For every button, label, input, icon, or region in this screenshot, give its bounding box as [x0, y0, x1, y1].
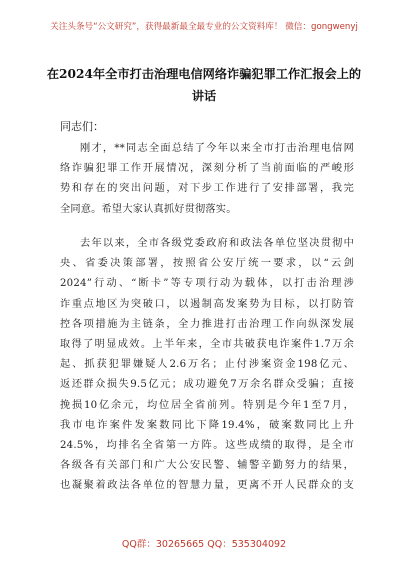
header-banner: 关注头条号“公文研究”，获得最新最全最专业的公文资料库！ 微信：gongwenyj [50, 22, 358, 32]
paragraph-line: 诈重点地区为突破口，以遏制高发案势为目标，以打防管 [60, 298, 354, 310]
footer-contact: QQ群：30265665 QQ：535304092 [121, 539, 287, 550]
document-title-continued: 讲话 [191, 89, 217, 103]
salutation: 同志们： [60, 120, 104, 133]
paragraph-line: 我市电诈案件发案数同比下降19.4%，破案数同比上升 [60, 419, 354, 431]
paragraph-line: 挽损10亿余元，均位居全省前列。特别是今年1至7月， [60, 399, 354, 411]
paragraph-1 [60, 139, 354, 220]
paragraph-line: 各级各有关部门和广大公安民警、辅警辛勤努力的结果， [60, 460, 354, 472]
paragraph-line: 起、抓获犯罪嫌疑人2.6万名；止付涉案资金198亿元、 [60, 359, 354, 371]
paragraph-line: 去年以来，全市各级党委政府和政法各单位坚决贯彻中 [80, 238, 354, 249]
paragraph-2 [60, 234, 354, 496]
paragraph-line: 络诈骗犯罪工作开展情况，深刻分析了当前面临的严峻形 [60, 163, 354, 175]
paragraph-line: 2024”行动、“断卡”等专项行动为载体，以打击治理涉 [60, 278, 354, 290]
paragraph-line: 全同意。希望大家认真抓好贯彻落实。 [60, 203, 237, 215]
paragraph-line: 刚才，**同志全面总结了今年以来全市打击治理电信网 [80, 143, 354, 154]
paragraph-line: 控各项措施为主链条，全力推进打击治理工作向纵深发展 [60, 318, 354, 330]
paragraph-line: 24.5%，均排名全省第一方阵。这些成绩的取得，是全市 [60, 439, 354, 451]
paragraph-line: 也凝聚着政法各单位的智慧力量，更离不开人民群众的支 [60, 480, 354, 492]
document-title: 在2024年全市打击治理电信网络诈骗犯罪工作汇报会上的 [46, 67, 362, 81]
paragraph-line: 央、省委决策部署，按照省公安厅统一要求，以“云剑 [60, 258, 354, 270]
paragraph-line: 势和存在的突出问题，对下步工作进行了安排部署，我完 [60, 183, 354, 195]
paragraph-line: 取得了明显成效。上半年来，全市共破获电诈案件1.7万余 [60, 338, 354, 350]
paragraph-line: 返还群众损失9.5亿元；成功避免7万余名群众受骗；直接 [60, 379, 354, 391]
